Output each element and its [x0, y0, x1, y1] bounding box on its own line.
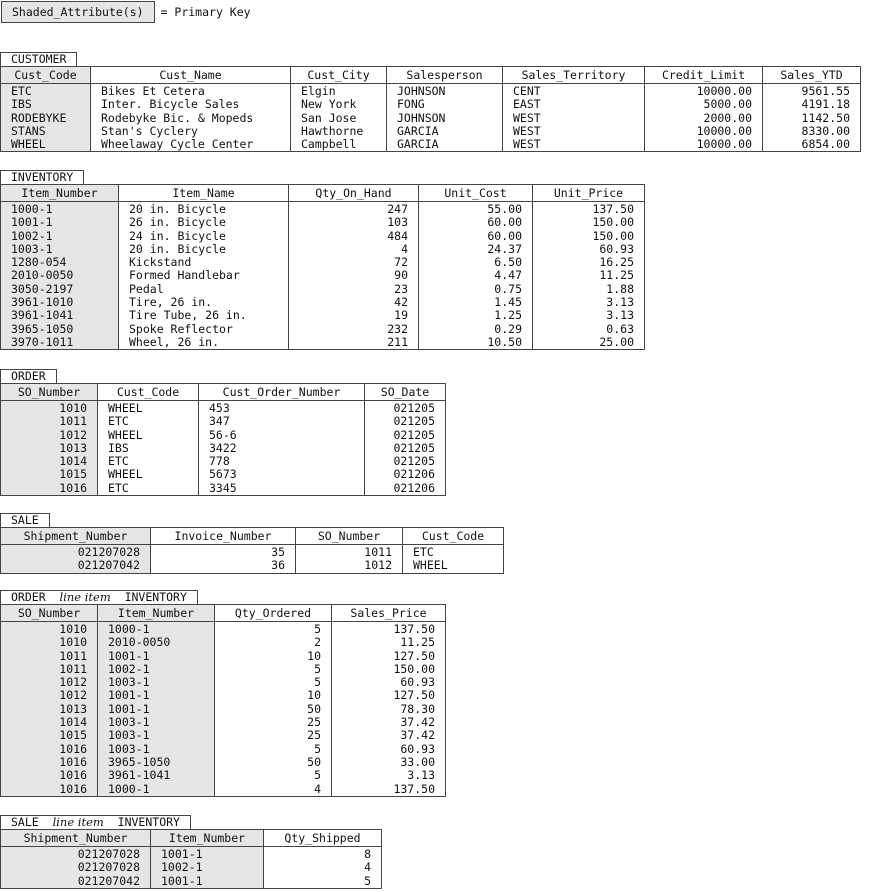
- table-cell: 8330.00: [763, 125, 861, 138]
- table-cell: Hawthorne: [291, 125, 387, 138]
- column-header: Unit_Price: [533, 185, 645, 202]
- table-cell: WEST: [503, 125, 645, 138]
- table-cell: 1012: [1, 676, 98, 689]
- table-cell: 11.25: [332, 636, 446, 649]
- table-name-right: INVENTORY: [124, 590, 187, 604]
- table-cell: 1000-1: [1, 202, 119, 217]
- table-row: [1, 783, 446, 797]
- table-cell: 137.50: [332, 783, 446, 797]
- table-row: [1, 622, 446, 637]
- table-row: [1, 703, 446, 716]
- table-cell: 25: [215, 729, 332, 742]
- table-cell: 3965-1050: [1, 323, 119, 336]
- table-cell: 1003-1: [98, 729, 215, 742]
- table-row: [1, 716, 446, 729]
- customer-table-block: [0, 52, 861, 152]
- table-cell: Wheel, 26 in.: [119, 336, 289, 350]
- table-cell: 1013: [1, 703, 98, 716]
- table-cell: EAST: [503, 98, 645, 111]
- table-cell: 5: [215, 743, 332, 756]
- table-name: [0, 52, 77, 66]
- table-cell: 6.50: [419, 256, 533, 269]
- table-cell: Elgin: [291, 84, 387, 99]
- table-row: [1, 442, 446, 455]
- table-cell: 72: [289, 256, 419, 269]
- table-cell: 1011: [1, 650, 98, 663]
- table-cell: 021207028: [1, 861, 151, 874]
- table-cell: 10000.00: [645, 84, 763, 99]
- table-row: [1, 861, 382, 874]
- table-name: [0, 369, 57, 383]
- table-cell: 6854.00: [763, 138, 861, 152]
- table-cell: San Jose: [291, 112, 387, 125]
- table-cell: 11.25: [533, 269, 645, 282]
- table-name-left: INVENTORY: [11, 170, 74, 184]
- header-row: [1, 384, 446, 401]
- table-cell: Tire Tube, 26 in.: [119, 309, 289, 322]
- table-cell: 347: [199, 415, 365, 428]
- table-cell: Formed Handlebar: [119, 269, 289, 282]
- column-header: Item_Number: [1, 185, 119, 202]
- column-header: SO_Number: [1, 384, 98, 401]
- table-row: [1, 455, 446, 468]
- table-row: [1, 756, 446, 769]
- table-cell: ETC: [1, 84, 91, 99]
- column-header: Cust_Code: [1, 67, 91, 84]
- table-cell: ETC: [98, 482, 199, 496]
- table-cell: 1013: [1, 442, 98, 455]
- table-row: [1, 243, 645, 256]
- table-cell: Rodebyke Bic. & Mopeds: [91, 112, 291, 125]
- table-cell: 16.25: [533, 256, 645, 269]
- table-cell: 127.50: [332, 689, 446, 702]
- table-cell: Pedal: [119, 283, 289, 296]
- table-cell: 137.50: [332, 622, 446, 637]
- table-cell: 1015: [1, 468, 98, 481]
- table-cell: 137.50: [533, 202, 645, 217]
- column-header: Cust_Code: [403, 528, 504, 545]
- table-cell: ETC: [98, 455, 199, 468]
- table-cell: 1010: [1, 401, 98, 416]
- table-cell: 3345: [199, 482, 365, 496]
- table-cell: 10: [215, 689, 332, 702]
- table-cell: 78.30: [332, 703, 446, 716]
- table-cell: WHEEL: [403, 559, 504, 573]
- table-cell: 1012: [1, 689, 98, 702]
- table-cell: 1002-1: [151, 861, 264, 874]
- table-cell: 50: [215, 703, 332, 716]
- column-header: Shipment_Number: [1, 830, 151, 847]
- table-cell: 26 in. Bicycle: [119, 216, 289, 229]
- column-header: Cust_City: [291, 67, 387, 84]
- table-name-right: INVENTORY: [117, 815, 180, 829]
- table-cell: 3.13: [533, 296, 645, 309]
- table-cell: 1010: [1, 636, 98, 649]
- table-cell: 1003-1: [98, 716, 215, 729]
- table-cell: 1011: [1, 415, 98, 428]
- table-cell: 90: [289, 269, 419, 282]
- table-row: [1, 545, 504, 560]
- table-row: [1, 283, 645, 296]
- table-cell: 021207028: [1, 545, 151, 560]
- table-row: [1, 98, 861, 111]
- table-row: [1, 663, 446, 676]
- table-row: [1, 269, 645, 282]
- table-cell: 10: [215, 650, 332, 663]
- order-table-block: [0, 369, 446, 496]
- table-cell: 1142.50: [763, 112, 861, 125]
- table-cell: WHEEL: [98, 401, 199, 416]
- column-header: Qty_On_Hand: [289, 185, 419, 202]
- table-cell: 2: [215, 636, 332, 649]
- table-cell: 1016: [1, 783, 98, 797]
- table-cell: 1016: [1, 482, 98, 496]
- table-cell: 1010: [1, 622, 98, 637]
- table-cell: 20 in. Bicycle: [119, 243, 289, 256]
- column-header: Shipment_Number: [1, 528, 151, 545]
- table-cell: 1016: [1, 743, 98, 756]
- column-header: Qty_Ordered: [215, 605, 332, 622]
- table-cell: 0.75: [419, 283, 533, 296]
- table-cell: 021205: [365, 401, 446, 416]
- table-row: [1, 296, 645, 309]
- sale_line_item-table: [0, 829, 382, 889]
- column-header: Cust_Name: [91, 67, 291, 84]
- column-header: Item_Number: [98, 605, 215, 622]
- table-cell: 1003-1: [98, 676, 215, 689]
- table-row: [1, 202, 645, 217]
- table-cell: 3965-1050: [98, 756, 215, 769]
- table-cell: 60.00: [419, 230, 533, 243]
- table-cell: 9561.55: [763, 84, 861, 99]
- column-header: Salesperson: [387, 67, 503, 84]
- table-cell: 5000.00: [645, 98, 763, 111]
- primary-key-legend: [1, 1, 251, 23]
- table-cell: 0.63: [533, 323, 645, 336]
- table-row: [1, 429, 446, 442]
- table-row: [1, 847, 382, 862]
- table-row: [1, 112, 861, 125]
- table-cell: 3961-1010: [1, 296, 119, 309]
- table-name-left: ORDER: [11, 369, 46, 383]
- table-row: [1, 875, 382, 889]
- table-row: [1, 689, 446, 702]
- table-cell: 5: [215, 676, 332, 689]
- table-cell: Tire, 26 in.: [119, 296, 289, 309]
- table-cell: 8: [264, 847, 382, 862]
- column-header: Sales_Territory: [503, 67, 645, 84]
- table-cell: ETC: [98, 415, 199, 428]
- table-cell: 021207028: [1, 847, 151, 862]
- table-cell: 60.93: [332, 676, 446, 689]
- table-cell: 2010-0050: [1, 269, 119, 282]
- table-row: [1, 216, 645, 229]
- order_line_item-table: [0, 604, 446, 797]
- table-row: [1, 256, 645, 269]
- table-cell: 021207042: [1, 559, 151, 573]
- column-header: Cust_Code: [98, 384, 199, 401]
- table-cell: 36: [151, 559, 296, 573]
- legend-text: = Primary Key: [160, 5, 251, 19]
- table-cell: WHEEL: [1, 138, 91, 152]
- table-cell: 1016: [1, 769, 98, 782]
- table-cell: 1001-1: [1, 216, 119, 229]
- table-cell: 42: [289, 296, 419, 309]
- table-cell: 3.13: [533, 309, 645, 322]
- column-header: Cust_Order_Number: [199, 384, 365, 401]
- column-header: SO_Number: [296, 528, 403, 545]
- header-row: [1, 185, 645, 202]
- column-header: Sales_Price: [332, 605, 446, 622]
- table-cell: 3961-1041: [1, 309, 119, 322]
- relationship-label: line item: [52, 815, 104, 829]
- table-cell: 0.29: [419, 323, 533, 336]
- table-cell: 5: [215, 622, 332, 637]
- table-row: [1, 729, 446, 742]
- table-cell: 1002-1: [1, 230, 119, 243]
- table-cell: 4.47: [419, 269, 533, 282]
- table-row: [1, 650, 446, 663]
- table-cell: ETC: [403, 545, 504, 560]
- table-cell: 35: [151, 545, 296, 560]
- table-cell: 60.93: [533, 243, 645, 256]
- table-cell: 1001-1: [98, 650, 215, 663]
- table-cell: 1001-1: [98, 689, 215, 702]
- header-row: [1, 605, 446, 622]
- table-row: [1, 636, 446, 649]
- table-cell: 25.00: [533, 336, 645, 350]
- table-cell: IBS: [98, 442, 199, 455]
- table-cell: 1002-1: [98, 663, 215, 676]
- table-cell: 021205: [365, 442, 446, 455]
- table-cell: 150.00: [332, 663, 446, 676]
- table-cell: 3.13: [332, 769, 446, 782]
- table-cell: 211: [289, 336, 419, 350]
- table-cell: 021207042: [1, 875, 151, 889]
- table-cell: 3422: [199, 442, 365, 455]
- table-cell: 5: [264, 875, 382, 889]
- table-cell: 37.42: [332, 716, 446, 729]
- table-row: [1, 323, 645, 336]
- table-cell: 4: [289, 243, 419, 256]
- shaded-attribute-key: Shaded_Attribute(s): [1, 1, 155, 23]
- table-cell: CENT: [503, 84, 645, 99]
- table-row: [1, 482, 446, 496]
- table-cell: Wheelaway Cycle Center: [91, 138, 291, 152]
- table-cell: JOHNSON: [387, 84, 503, 99]
- table-cell: 60.00: [419, 216, 533, 229]
- table-cell: GARCIA: [387, 138, 503, 152]
- table-cell: 1012: [1, 429, 98, 442]
- table-cell: 2010-0050: [98, 636, 215, 649]
- table-cell: 1001-1: [151, 875, 264, 889]
- sale-table-block: [0, 513, 504, 574]
- table-cell: WHEEL: [98, 468, 199, 481]
- table-row: [1, 559, 504, 573]
- table-name: [0, 170, 84, 184]
- table-cell: 60.93: [332, 743, 446, 756]
- table-cell: FONG: [387, 98, 503, 111]
- table-name-left: SALE: [11, 513, 39, 527]
- table-row: [1, 676, 446, 689]
- table-cell: Inter. Bicycle Sales: [91, 98, 291, 111]
- table-cell: 5673: [199, 468, 365, 481]
- column-header: Item_Number: [151, 830, 264, 847]
- table-cell: 1016: [1, 756, 98, 769]
- table-cell: 1003-1: [98, 743, 215, 756]
- table-cell: Bikes Et Cetera: [91, 84, 291, 99]
- inventory-table: [0, 184, 645, 350]
- column-header: Unit_Cost: [419, 185, 533, 202]
- table-row: [1, 743, 446, 756]
- table-cell: RODEBYKE: [1, 112, 91, 125]
- order_line_item-table-block: [0, 590, 446, 797]
- relationship-label: line item: [59, 590, 111, 604]
- table-cell: 10000.00: [645, 138, 763, 152]
- header-row: [1, 67, 861, 84]
- table-row: [1, 138, 861, 152]
- table-cell: 1015: [1, 729, 98, 742]
- table-cell: 1.25: [419, 309, 533, 322]
- column-header: Qty_Shipped: [264, 830, 382, 847]
- customer-table: [0, 66, 861, 152]
- table-cell: 50: [215, 756, 332, 769]
- table-row: [1, 415, 446, 428]
- table-cell: 1014: [1, 716, 98, 729]
- table-name: [0, 815, 191, 829]
- table-cell: 1000-1: [98, 783, 215, 797]
- table-cell: 1000-1: [98, 622, 215, 637]
- table-cell: 19: [289, 309, 419, 322]
- table-cell: Kickstand: [119, 256, 289, 269]
- table-cell: 3961-1041: [98, 769, 215, 782]
- table-cell: 1011: [296, 545, 403, 560]
- table-cell: 127.50: [332, 650, 446, 663]
- column-header: SO_Number: [1, 605, 98, 622]
- table-cell: 1011: [1, 663, 98, 676]
- table-cell: 3050-2197: [1, 283, 119, 296]
- table-cell: Spoke Reflector: [119, 323, 289, 336]
- table-name: [0, 513, 50, 527]
- table-cell: 37.42: [332, 729, 446, 742]
- column-header: Sales_YTD: [763, 67, 861, 84]
- table-cell: 150.00: [533, 216, 645, 229]
- table-cell: 1280-054: [1, 256, 119, 269]
- table-cell: 1001-1: [151, 847, 264, 862]
- table-cell: 021205: [365, 415, 446, 428]
- table-name-left: ORDER: [11, 590, 46, 604]
- table-cell: 2000.00: [645, 112, 763, 125]
- table-cell: 10000.00: [645, 125, 763, 138]
- table-cell: 1.45: [419, 296, 533, 309]
- table-cell: 1.88: [533, 283, 645, 296]
- table-cell: 25: [215, 716, 332, 729]
- table-cell: 24 in. Bicycle: [119, 230, 289, 243]
- table-name-left: SALE: [11, 815, 39, 829]
- table-cell: 55.00: [419, 202, 533, 217]
- table-cell: 4: [215, 783, 332, 797]
- sale_line_item-table-block: [0, 815, 382, 889]
- table-cell: 021206: [365, 482, 446, 496]
- table-cell: STANS: [1, 125, 91, 138]
- table-cell: 453: [199, 401, 365, 416]
- order-table: [0, 383, 446, 496]
- table-cell: 4191.18: [763, 98, 861, 111]
- table-cell: 021205: [365, 429, 446, 442]
- table-cell: 232: [289, 323, 419, 336]
- table-cell: 1012: [296, 559, 403, 573]
- column-header: SO_Date: [365, 384, 446, 401]
- table-row: [1, 84, 861, 99]
- header-row: [1, 830, 382, 847]
- table-row: [1, 468, 446, 481]
- header-row: [1, 528, 504, 545]
- table-row: [1, 230, 645, 243]
- table-name: [0, 590, 198, 604]
- table-cell: 021205: [365, 455, 446, 468]
- table-cell: 20 in. Bicycle: [119, 202, 289, 217]
- table-cell: 1001-1: [98, 703, 215, 716]
- table-cell: 10.50: [419, 336, 533, 350]
- table-cell: GARCIA: [387, 125, 503, 138]
- table-cell: 150.00: [533, 230, 645, 243]
- table-cell: 021206: [365, 468, 446, 481]
- table-cell: 4: [264, 861, 382, 874]
- table-cell: 5: [215, 663, 332, 676]
- table-cell: 247: [289, 202, 419, 217]
- table-cell: IBS: [1, 98, 91, 111]
- table-cell: 33.00: [332, 756, 446, 769]
- table-cell: Campbell: [291, 138, 387, 152]
- table-cell: 24.37: [419, 243, 533, 256]
- table-cell: WHEEL: [98, 429, 199, 442]
- table-cell: 56-6: [199, 429, 365, 442]
- table-row: [1, 309, 645, 322]
- table-cell: 23: [289, 283, 419, 296]
- table-cell: JOHNSON: [387, 112, 503, 125]
- table-cell: WEST: [503, 138, 645, 152]
- table-row: [1, 769, 446, 782]
- column-header: Item_Name: [119, 185, 289, 202]
- table-name-left: CUSTOMER: [11, 52, 67, 66]
- table-cell: New York: [291, 98, 387, 111]
- table-row: [1, 336, 645, 350]
- table-cell: 103: [289, 216, 419, 229]
- column-header: Invoice_Number: [151, 528, 296, 545]
- table-cell: 484: [289, 230, 419, 243]
- table-cell: 778: [199, 455, 365, 468]
- table-cell: Stan's Cyclery: [91, 125, 291, 138]
- sale-table: [0, 527, 504, 574]
- column-header: Credit_Limit: [645, 67, 763, 84]
- table-cell: 5: [215, 769, 332, 782]
- table-cell: 3970-1011: [1, 336, 119, 350]
- inventory-table-block: [0, 170, 645, 350]
- table-cell: 1003-1: [1, 243, 119, 256]
- table-cell: 1014: [1, 455, 98, 468]
- table-row: [1, 125, 861, 138]
- table-cell: WEST: [503, 112, 645, 125]
- table-row: [1, 401, 446, 416]
